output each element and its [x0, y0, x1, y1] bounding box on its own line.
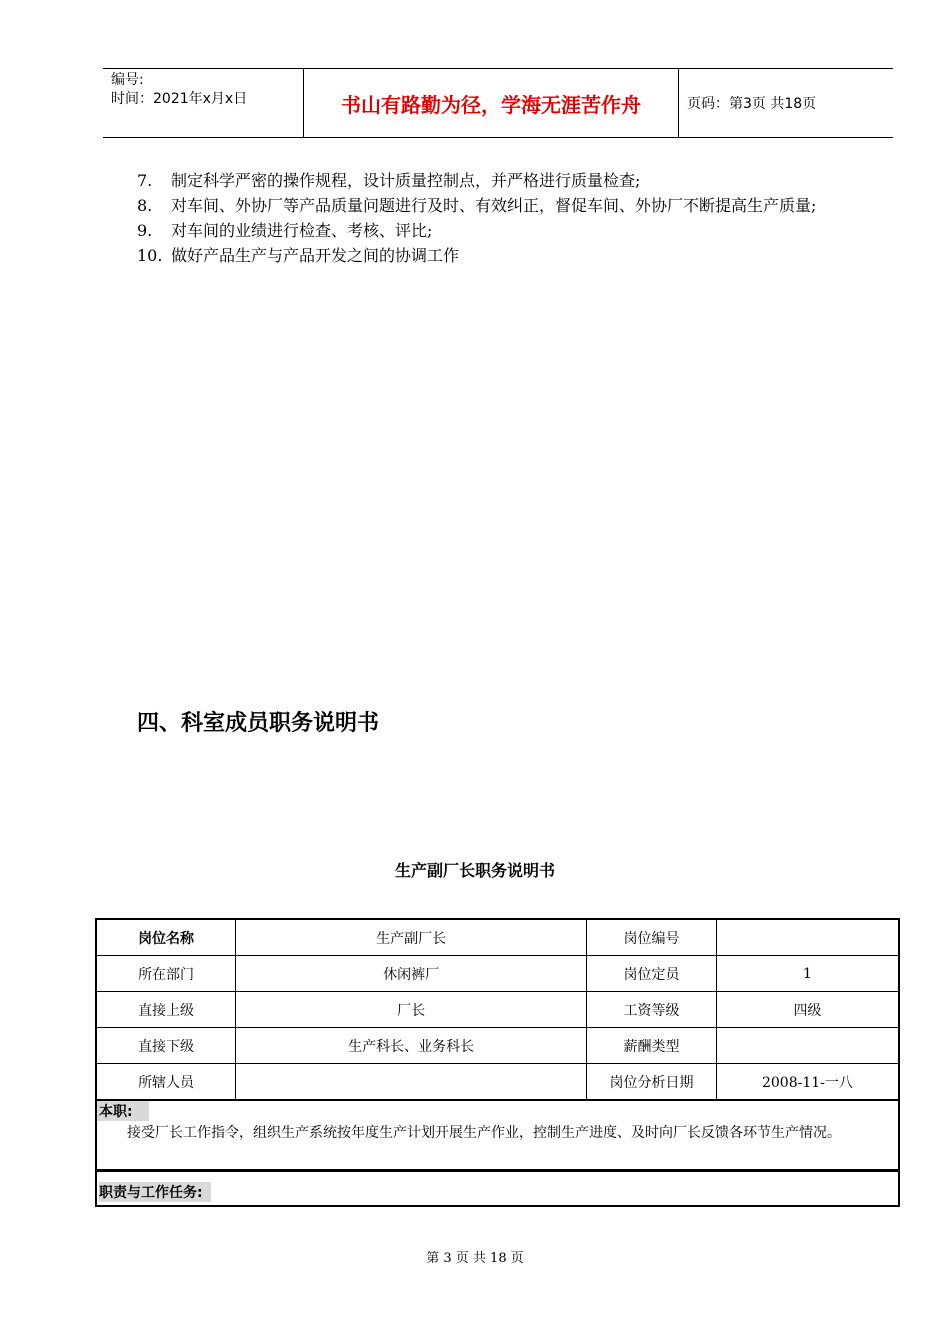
list-item [137, 168, 877, 193]
table-label-cell: 所辖人员 [96, 1064, 236, 1101]
page-header [103, 68, 893, 138]
table-label-cell: 薪酬类型 [587, 1028, 717, 1064]
tasks-section [95, 1171, 900, 1207]
table-value-cell [236, 1064, 587, 1101]
table-row [96, 956, 899, 992]
table-value-cell [716, 1028, 899, 1064]
table-label-cell: 工资等级 [587, 992, 717, 1028]
list-item [137, 193, 877, 218]
duty-text: 接受厂长工作指令，组织生产系统按年度生产计划开展生产作业，控制生产进度、及时向厂长反馈各环节生产情况。 [127, 1125, 841, 1141]
header-meta [111, 71, 303, 109]
table-value-cell: 生产科长、业务科长 [236, 1028, 587, 1064]
table-label-cell: 直接下级 [96, 1028, 236, 1064]
table-label-cell: 岗位定员 [587, 956, 717, 992]
time-label: 时间：2021年x月x日 [111, 91, 248, 107]
duty-section [95, 1099, 900, 1171]
list-item-text: 对车间、外协厂等产品质量问题进行及时、有效纠正，督促车间、外协厂不断提高生产质量; [171, 196, 817, 215]
duty-label: 本职: [97, 1101, 149, 1121]
header-page-label: 页码：第3页 共18页 [687, 96, 817, 112]
table-value-cell: 四级 [716, 992, 899, 1028]
table-value-cell: 厂长 [236, 992, 587, 1028]
table-value-cell: 生产副厂长 [236, 919, 587, 956]
table-value-cell [716, 919, 899, 956]
number-label: 编号: [111, 72, 144, 88]
table-row [96, 919, 899, 956]
tasks-label: 职责与工作任务: [99, 1182, 211, 1202]
list-item-text: 对车间的业绩进行检查、考核、评比; [171, 221, 433, 240]
list-item-number: 8. [137, 196, 153, 215]
table-label-cell: 岗位分析日期 [587, 1064, 717, 1101]
position-info-table [95, 918, 900, 1101]
duty-list [137, 168, 877, 268]
table-row [96, 1028, 899, 1064]
list-item-text: 制定科学严密的操作规程，设计质量控制点，并严格进行质量检查; [171, 171, 641, 190]
list-item-text: 做好产品生产与产品开发之间的协调工作 [171, 246, 460, 265]
table-row [96, 1064, 899, 1101]
table-value-cell: 休闲裤厂 [236, 956, 587, 992]
table-value-cell: 1 [716, 956, 899, 992]
table-row [96, 992, 899, 1028]
page-footer: 第 3 页 共 18 页 [426, 1251, 524, 1266]
table-label-cell: 岗位编号 [587, 919, 717, 956]
list-item [137, 243, 877, 268]
list-item-number: 10. [137, 246, 163, 265]
list-item-number: 7. [137, 171, 153, 190]
document-title: 生产副厂长职务说明书 [394, 861, 555, 880]
table-value-cell: 2008-11-一八 [716, 1064, 899, 1101]
section-title: 四、科室成员职务说明书 [137, 711, 380, 736]
table-label-cell: 岗位名称 [96, 919, 236, 956]
header-motto: 书山有路勤为径，学海无涯苦作舟 [303, 69, 679, 137]
table-label-cell: 所在部门 [96, 956, 236, 992]
table-label-cell: 直接上级 [96, 992, 236, 1028]
list-item-number: 9. [137, 221, 153, 240]
list-item [137, 218, 877, 243]
